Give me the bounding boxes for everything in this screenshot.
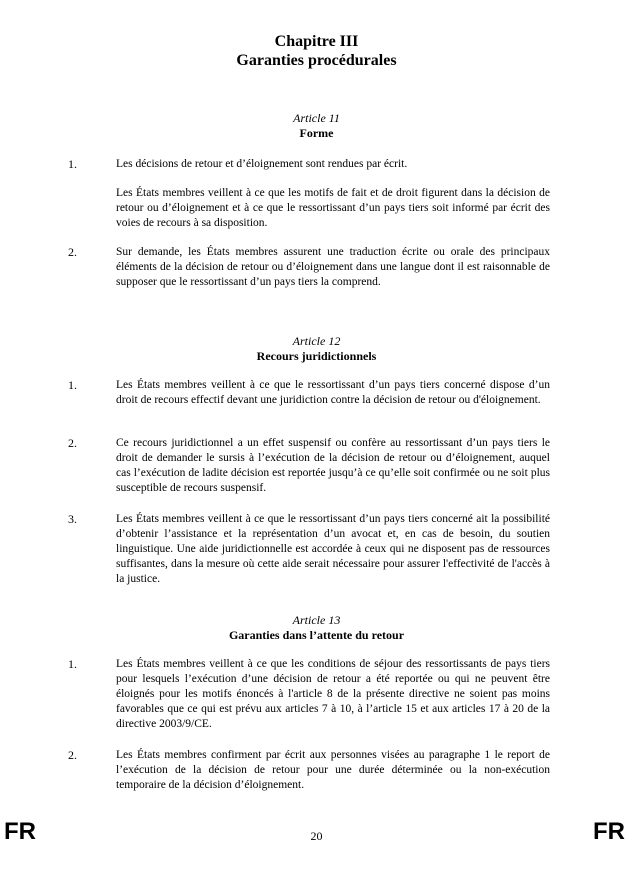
page-number: 20 [310,829,323,843]
paragraph-text: Les États membres confirment par écrit aux personnes visées au paragraphe 1 le report de l’exécution de la décision de retour pour une durée déterminée ou la non-exécution temporaire de la décision d’éloignement. [116,749,550,791]
article-title: Recours juridictionnels [256,349,377,363]
article-number: Article 11 [293,111,340,125]
paragraph-number: 1. [68,378,77,392]
chapter-number: Chapitre III [274,33,359,50]
paragraph-text: Les États membres veillent à ce que les conditions de séjour des ressortissants de pays tiers pour lesquels l’exécution d’une décision de retour a été reportée ou qui ne peuvent être éloignés pour les motifs énoncés à l'article 8 de la présente directive ne soient pas moins favorables que ce qui est prévu aux articles 7 à 10, à l’article 15 et aux articles 17 à 20 de la directive 2003/9/CE. [116,658,550,730]
article-title: Garanties dans l’attente du retour [228,628,405,642]
paragraph-number: 2. [68,245,77,259]
paragraph-number: 3. [68,512,77,526]
paragraph-text: Les États membres veillent à ce que le ressortissant d’un pays tiers concerné dispose d’un droit de recours effectif devant une juridiction contre la décision de retour ou d'éloignement. [116,379,550,406]
article-number: Article 12 [292,334,341,348]
chapter-heading: Garanties procédurales [236,52,397,69]
paragraph-text: Sur demande, les États membres assurent une traduction écrite ou orale des principaux éléments de la décision de retour ou d’éloignement dans une langue dont il est raisonnable de supposer que le ressortissant d’un pays tiers la comprend. [116,246,550,288]
paragraph-text: Les décisions de retour et d’éloignement sont rendues par écrit. [116,158,408,170]
paragraph-number: 1. [68,657,77,671]
paragraph-number: 2. [68,436,77,450]
language-code-right: FR [593,818,625,845]
article-title: Forme [299,126,334,140]
language-code-left: FR [4,818,36,845]
paragraph-number: 2. [68,748,77,762]
paragraph-text: Les États membres veillent à ce que le ressortissant d’un pays tiers concerné ait la possibilité d’obtenir l’assistance et la représentation d’un avocat et, en cas de besoin, du soutien linguistique. Une aide juridictionnelle est accordée à ceux qui ne disposent pas de ressources suffisantes, dans la mesure où cette aide serait nécessaire pour assurer l'effectivité de l'accès à la justice. [116,513,550,585]
paragraph-number: 1. [68,157,77,171]
paragraph-text: Les États membres veillent à ce que les motifs de fait et de droit figurent dans la décision de retour ou d’éloignement et à ce que le ressortissant d’un pays tiers soit informé par écrit des voies de recours à sa disposition. [116,187,550,229]
paragraph-text: Ce recours juridictionnel a un effet suspensif ou confère au ressortissant d’un pays tiers le droit de demander le sursis à l’exécution de la décision de retour ou d’éloignement, auquel cas l’exécution de ladite décision est reportée jusqu’à ce qu’elle soit confirmée ou ne soit plus susceptible de recours suspensif. [116,437,550,494]
article-number: Article 13 [292,613,341,627]
